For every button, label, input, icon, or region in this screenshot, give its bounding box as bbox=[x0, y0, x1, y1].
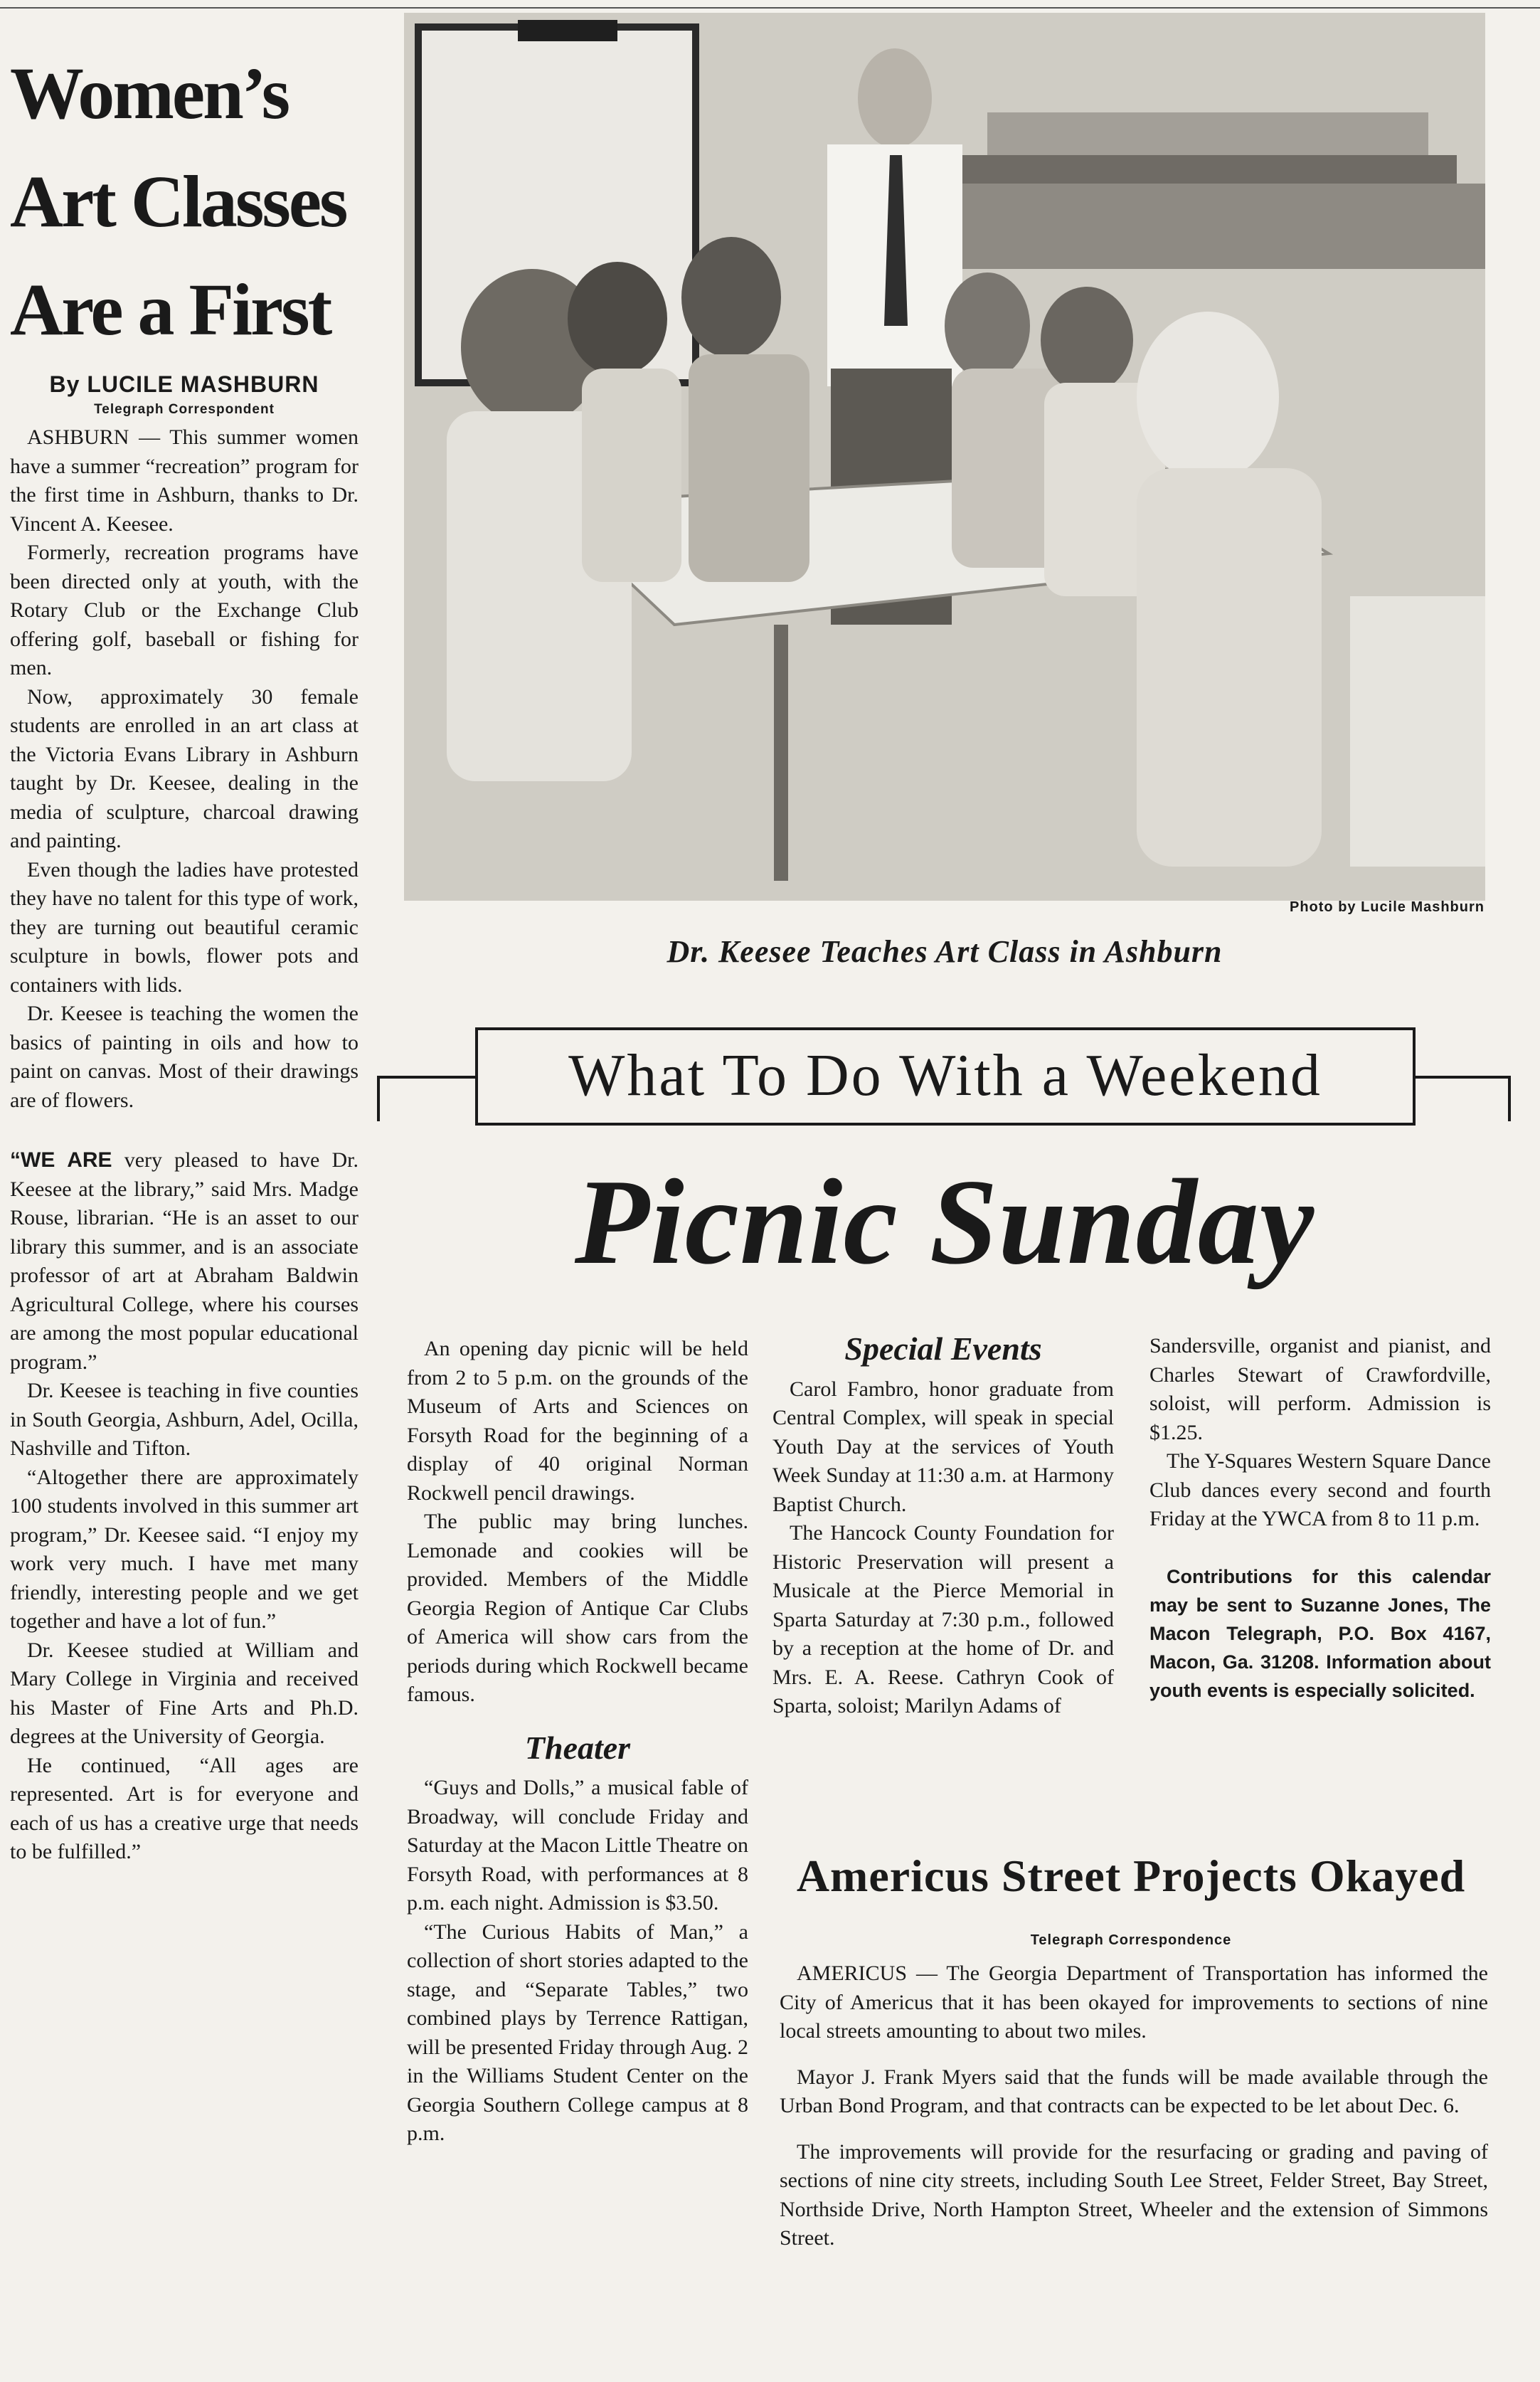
events-column-continued bbox=[1149, 1332, 1491, 1705]
americus-paragraph: The improvements will provide for the resurfacing or grading and paving of sections of nine city streets, including South Lee Street, Felder Street, Bay Street, Northside Drive, North Hampton Street, Wheeler and the extension of Simmons Street. bbox=[780, 2139, 1488, 2250]
bracket-left bbox=[377, 1076, 479, 1121]
events-paragraph: The Y-Squares Western Square Dance Club dances every second and fourth Friday at the YWCA from 8 to 11 p.m. bbox=[1149, 1449, 1491, 1530]
americus-headline: Americus Street Projects Okayed bbox=[796, 1851, 1466, 1901]
art-paragraph: ASHBURN — This summer women have a summer “recreation” program for the first time in Ashburn, thanks to Dr. Vincent A. Keesee. bbox=[10, 425, 359, 536]
headline-line-2: Art Classes bbox=[10, 161, 346, 243]
americus-paragraph: Mayor J. Frank Myers said that the funds will be made available through the Urban Bond Program, and that contracts can be expected to be let about Dec. 6. bbox=[780, 2065, 1488, 2117]
contributions-note: Contributions for this calendar may be sent to Suzanne Jones, The Macon Telegraph, P.O. Box 4167, Macon, Ga. 31208. Information about youth events is especially solicited. bbox=[1149, 1565, 1491, 1701]
lead-in: “WE ARE bbox=[10, 1148, 112, 1172]
headline-line-1: Women’s bbox=[10, 53, 289, 134]
art-paragraph: Formerly, recreation programs have been directed only at youth, with the Rotary Club or the Exchange Club offering golf, baseball or fishing for men. bbox=[10, 541, 359, 679]
bracket-right bbox=[1416, 1076, 1511, 1121]
theater-heading: Theater bbox=[524, 1729, 631, 1766]
art-paragraph: Dr. Keesee is teaching in five counties in South Georgia, Ashburn, Adel, Ocilla, Nashville and Tifton. bbox=[10, 1379, 359, 1460]
theater-paragraph: “The Curious Habits of Man,” a collection of short stories adapted to the stage, and “Separate Tables,” two combined plays by Terrence Rattigan, will be presented Friday through Aug. 2 in the Williams Student Center on the Georgia Southern College campus at 8 p.m. bbox=[407, 1920, 748, 2145]
top-rule bbox=[0, 7, 1540, 9]
theater-paragraph: “Guys and Dolls,” a musical fable of Broadway, will conclude Friday and Saturday at the Macon Little Theatre on Forsyth Road, with performances at 8 p.m. each night. Admission is $3.50. bbox=[407, 1776, 748, 1915]
byline: By LUCILE MASHBURN bbox=[49, 371, 319, 397]
art-body-1 bbox=[10, 423, 359, 1115]
art-class-photo bbox=[404, 13, 1485, 901]
photo-illustration bbox=[404, 13, 1485, 901]
art-classes-headline bbox=[10, 40, 359, 364]
art-paragraph: Even though the ladies have protested they have no talent for this type of work, they are turning out beautiful ceramic sculpture in bowls, flower pots and containers with lids. bbox=[10, 857, 359, 997]
picnic-sunday-headline: Picnic Sunday bbox=[574, 1155, 1315, 1290]
picnic-paragraph: An opening day picnic will be held from 2 to 5 p.m. on the grounds of the Museum of Arts and Sciences on Forsyth Road for the beginning of a display of 40 original Norman Rockwell pencil drawings. bbox=[407, 1337, 748, 1505]
special-events-column bbox=[772, 1330, 1114, 1721]
picnic-paragraph: The public may bring lunches. Lemonade and cookies will be provided. Members of the Middle Georgia Region of Antique Car Clubs of America will show cars from the periods during which Rockwell became famous. bbox=[407, 1510, 748, 1706]
events-paragraph: Sandersville, organist and pianist, and Charles Stewart of Crawfordville, soloist, will perform. Admission is $1.25. bbox=[1149, 1334, 1491, 1444]
byline-credit: Telegraph Correspondent bbox=[94, 402, 275, 417]
photo-credit: Photo by Lucile Mashburn bbox=[1289, 899, 1485, 915]
americus-paragraph: AMERICUS — The Georgia Department of Transportation has informed the City of Americus that it has been okayed for improvements to sections of nine local streets amounting to about two miles. bbox=[780, 1962, 1488, 2043]
photo-caption: Dr. Keesee Teaches Art Class in Ashburn bbox=[667, 934, 1223, 969]
special-paragraph: Carol Fambro, honor graduate from Central Complex, will speak in special Youth Day at the services of Youth Week Sunday at 11:30 a.m. at Harmony Baptist Church. bbox=[772, 1377, 1114, 1516]
art-paragraph bbox=[10, 1146, 359, 1377]
lead-paragraph-text: very pleased to have Dr. Keesee at the library,” said Mrs. Madge Rouse, librarian. “He is an asset to our library this summer, and is an associate professor of art at Abraham Baldwin Agricultural College, where his courses are among the most popular educational program.” bbox=[10, 1148, 359, 1374]
headline-line-3: Are a First bbox=[10, 269, 331, 351]
americus-credit: Telegraph Correspondence bbox=[1030, 1932, 1232, 1948]
special-events-heading: Special Events bbox=[844, 1330, 1042, 1367]
art-paragraph: Dr. Keesee is teaching the women the basics of painting in oils and how to paint on canvas. Most of their drawings are of flowers. bbox=[10, 1002, 359, 1112]
art-paragraph: “Altogether there are approximately 100 students involved in this summer art program,” Dr. Keesee said. “I enjoy my work very much. I have met many friendly, interesting people and we get together and have a lot of fun.” bbox=[10, 1465, 359, 1633]
picnic-column bbox=[407, 1335, 748, 2149]
art-body-2 bbox=[10, 1146, 359, 1867]
art-paragraph: He continued, “All ages are represented. Art is for everyone and each of us has a creative urge that needs to be fulfilled.” bbox=[10, 1753, 359, 1863]
art-classes-article bbox=[10, 40, 359, 1867]
americus-article bbox=[780, 1959, 1488, 2270]
art-paragraph: Now, approximately 30 female students are enrolled in an art class at the Victoria Evans Library in Ashburn taught by Dr. Keesee, dealing in the media of sculpture, charcoal drawing and painting. bbox=[10, 684, 359, 852]
special-paragraph: The Hancock County Foundation for Historic Preservation will present a Musicale at the Pierce Memorial in Sparta Saturday at 7:30 p.m., followed by a reception at the home of Dr. and Mrs. E. A. Reese. Cathryn Cook of Sparta, soloist; Marilyn Adams of bbox=[772, 1521, 1114, 1717]
art-paragraph: Dr. Keesee studied at William and Mary College in Virginia and received his Master of Fine Arts and Ph.D. degrees at the University of Georgia. bbox=[10, 1638, 359, 1748]
weekend-section-title: What To Do With a Weekend bbox=[475, 1027, 1416, 1126]
